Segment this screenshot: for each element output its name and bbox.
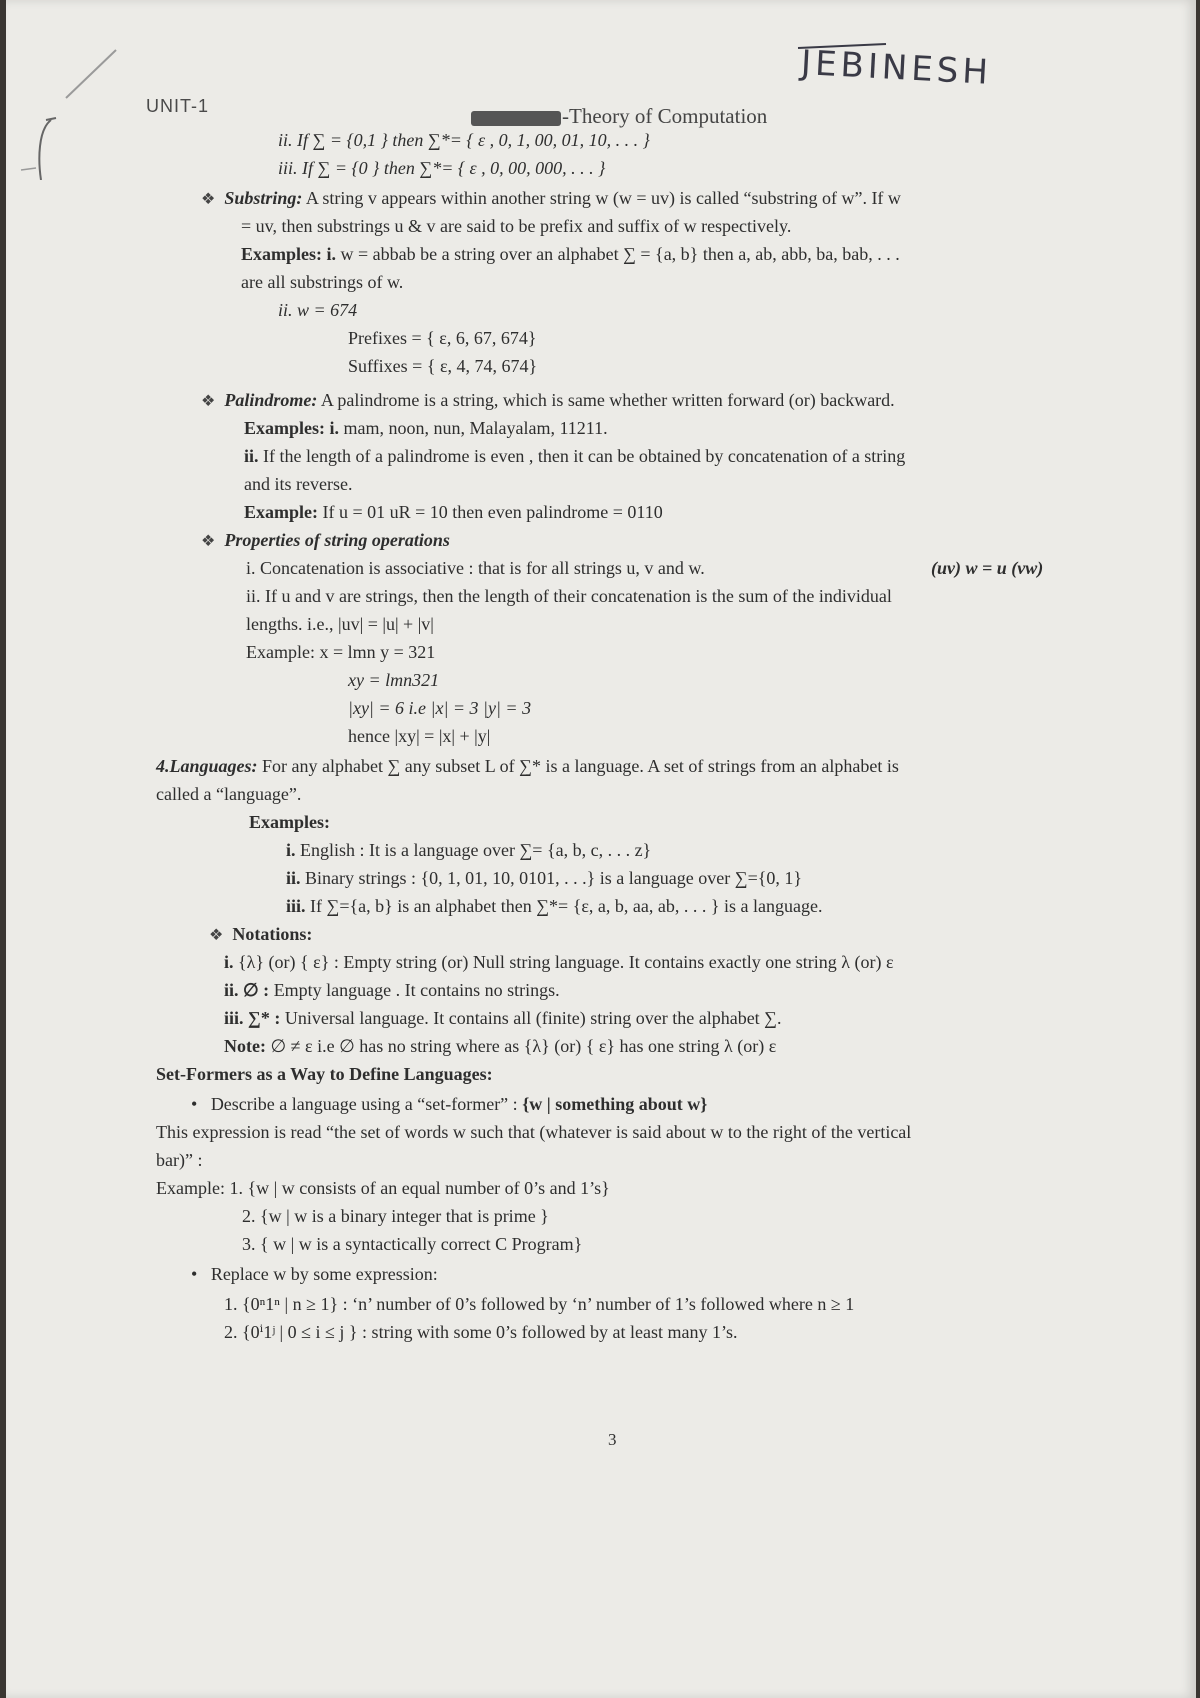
- diamond-bullet-icon: ❖: [201, 533, 216, 550]
- text-line: |xy| = 6 i.e |x| = 3 |y| = 3: [348, 698, 532, 718]
- handwritten-signature: JEBINESH: [800, 43, 993, 93]
- text-line: ii. If the length of a palindrome is even , then it can be obtained by concatenation of a string: [244, 446, 906, 466]
- text-line: Examples: i. mam, noon, nun, Malayalam, 11211.: [244, 418, 608, 438]
- text-line: i. {λ} (or) { ε} : Empty string (or) Null string language. It contains exactly one string λ (or) ε: [224, 952, 894, 972]
- text-line: ii. w = 674: [278, 300, 358, 320]
- text-line: xy = lmn321: [348, 670, 440, 690]
- text-line: i. English : It is a language over ∑= {a, b, c, . . . z}: [286, 840, 652, 860]
- text-line: ❖ Palindrome: A palindrome is a string, which is same whether written forward (or) backward.: [201, 390, 895, 410]
- text-line: = uv, then substrings u & v are said to be prefix and suffix of w respectively.: [241, 216, 792, 236]
- text-line: • Describe a language using a “set-former” : {w | something about w}: [191, 1094, 708, 1114]
- diamond-bullet-icon: ❖: [201, 393, 216, 410]
- text-line: and its reverse.: [244, 474, 353, 494]
- text-line: iii. ∑* : Universal language. It contains all (finite) string over the alphabet ∑.: [224, 1008, 782, 1028]
- text-line: This expression is read “the set of words w such that (whatever is said about w to the right of the vertical: [156, 1122, 912, 1142]
- section-heading: Set-Formers as a Way to Define Languages:: [156, 1064, 493, 1084]
- redacted-course-code: [471, 111, 561, 126]
- bullet-dot-icon: •: [191, 1094, 198, 1114]
- text-line: 1. {0ⁿ1ⁿ | n ≥ 1} : ‘n’ number of 0’s followed by ‘n’ number of 1’s followed where n ≥ 1: [224, 1294, 855, 1314]
- text-line: Example: If u = 01 uR = 10 then even palindrome = 0110: [244, 502, 663, 522]
- page-number: 3: [608, 1430, 617, 1449]
- margin-scribble-icon: [16, 20, 126, 180]
- text-line: lengths. i.e., |uv| = |u| + |v|: [246, 614, 434, 634]
- text-line: 2. {w | w is a binary integer that is prime }: [242, 1206, 549, 1226]
- text-line: Example: 1. {w | w consists of an equal number of 0’s and 1’s}: [156, 1178, 610, 1198]
- text-line: Examples: i. w = abbab be a string over an alphabet ∑ = {a, b} then a, ab, abb, ba, bab, . . .: [241, 244, 900, 264]
- text-line: 2. {0ⁱ1ʲ | 0 ≤ i ≤ j } : string with some 0’s followed by at least many 1’s.: [224, 1322, 738, 1342]
- section-heading: Examples:: [249, 812, 330, 832]
- bullet-dot-icon: •: [191, 1264, 198, 1284]
- text-line: ii. ∅ : Empty language . It contains no strings.: [224, 980, 560, 1000]
- text-line: iii. If ∑ = {0 } then ∑*= { ε , 0, 00, 000, . . . }: [278, 158, 606, 178]
- text-line: ii. If u and v are strings, then the length of their concatenation is the sum of the individual: [246, 586, 892, 606]
- text-line: Prefixes = { ε, 6, 67, 674}: [348, 328, 537, 348]
- text-line: hence |xy| = |x| + |y|: [348, 726, 491, 746]
- text-line: bar)” :: [156, 1150, 203, 1170]
- text-line: • Replace w by some expression:: [191, 1264, 438, 1284]
- unit-label: UNIT-1: [146, 96, 210, 116]
- text-line: Example: x = lmn y = 321: [246, 642, 436, 662]
- document-page: [6, 0, 1196, 1698]
- text-line: Suffixes = { ε, 4, 74, 674}: [348, 356, 538, 376]
- page-title: -Theory of Computation: [471, 104, 767, 129]
- text-line: ❖ Notations:: [209, 924, 313, 944]
- diamond-bullet-icon: ❖: [209, 927, 224, 944]
- text-line: ii. If ∑ = {0,1 } then ∑*= { ε , 0, 1, 00, 01, 10, . . . }: [278, 130, 650, 150]
- text-line: (uv) w = u (vw): [931, 558, 1044, 578]
- diamond-bullet-icon: ❖: [201, 191, 216, 208]
- text-line: ii. Binary strings : {0, 1, 01, 10, 0101, . . .} is a language over ∑={0, 1}: [286, 868, 803, 888]
- text-line: i. Concatenation is associative : that is for all strings u, v and w.: [246, 558, 705, 578]
- text-line: 4.Languages: For any alphabet ∑ any subset L of ∑* is a language. A set of strings from an alphabet is: [156, 756, 899, 776]
- text-line: iii. If ∑={a, b} is an alphabet then ∑*= {ε, a, b, aa, ab, . . . } is a language.: [286, 896, 823, 916]
- text-line: ❖ Substring: A string v appears within another string w (w = uv) is called “substring of w”. If w: [201, 188, 901, 208]
- text-line: Note: ∅ ≠ ε i.e ∅ has no string where as {λ} (or) { ε} has one string λ (or) ε: [224, 1036, 777, 1056]
- text-line: are all substrings of w.: [241, 272, 404, 292]
- text-line: called a “language”.: [156, 784, 302, 804]
- text-line: 3. { w | w is a syntactically correct C Program}: [242, 1234, 583, 1254]
- text-line: ❖ Properties of string operations: [201, 530, 450, 550]
